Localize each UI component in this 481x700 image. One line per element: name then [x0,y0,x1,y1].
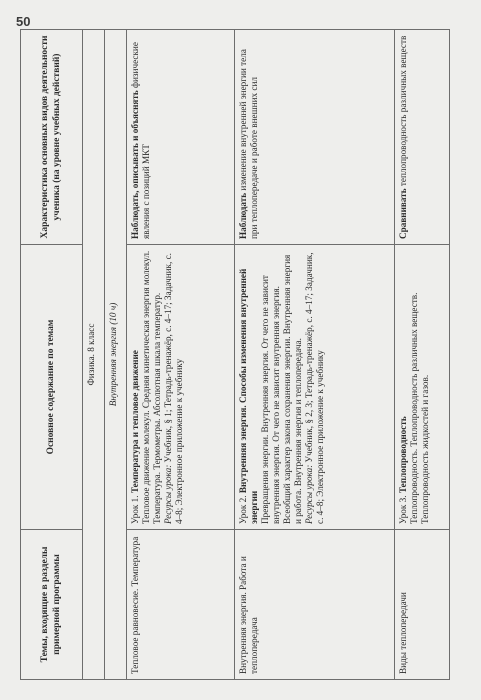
lesson-content: Превращения энергии. Внутренняя энергия. От чего не зависит внутренняя энергия. От чего не зависит внутренняя энергия. Всеобщий характер закона сохранения энергии. Внутренняя энергия и работа. Внутренняя энергия и теплопередача. [260,254,303,524]
activity-text: теплопроводность различных веществ [398,35,408,187]
subsection-row [105,30,127,680]
topic-cell: Виды теплопередачи [395,530,450,680]
activity-verb: Наблюдать, описывать и объяснять [130,90,140,239]
table-row [395,30,450,680]
lesson-resources [304,250,326,524]
lesson-heading [238,250,260,524]
header-row [21,30,83,680]
topic-cell: Тепловое равновесие. Температура [127,530,235,680]
header-topics: Темы, входящие в разделы примерной программы [21,530,83,680]
table-row [235,30,395,680]
lesson-content: Теплопроводность. Теплопроводность различных веществ. Теплопроводность жидкостей и газов. [409,292,430,524]
subsection-title: Внутренняя энергия (10 ч) [105,30,127,680]
lesson-title: Теплопроводность [398,416,408,494]
content-cell [127,245,235,530]
lesson-prefix: Урок 3. [398,495,408,524]
lesson-prefix: Урок 1. [130,495,140,524]
content-cell [395,245,450,530]
section-title: Физика. 8 класс [83,30,105,680]
activity-verb: Наблюдать [238,192,248,239]
topic-cell: Внутренняя энергия. Работа и теплопередача [235,530,395,680]
lesson-resources [163,250,185,524]
resources-text: Учебник, § 1; Тетрадь-тренажёр, с. 4–17; Задачник, с. 4–8; Электронное приложение к учебнику [163,253,184,524]
header-activities: Характеристика основных видов деятельности ученика (на уровне учебных действий) [21,30,83,245]
header-content: Основное содержание по темам [21,245,83,530]
lesson-prefix: Урок 2. [238,495,248,524]
resources-text: Учебник, § 2, 3; Тетрадь-тренажёр, с. 4–17; Задачник, с. 4–8; Электронное приложение к учебнику [304,252,325,524]
content-cell [235,245,395,530]
activity-text: изменение внутренней энергии тела при теплопередаче и работе внешних сил [238,49,259,239]
activity-cell [235,30,395,245]
rotated-table-container [20,30,450,680]
activity-cell [127,30,235,245]
lesson-title: Внутренняя энергия. Способы изменения внутренней энергии [238,268,259,524]
lesson-heading [130,250,141,524]
lesson-content: Тепловое движение молекул. Средняя кинетическая энергия молекул. Температура. Термометры. Абсолютная шкала температур. [141,250,162,524]
page-number: 50 [16,14,31,29]
activity-verb: Сравнивать [398,188,408,239]
resources-label: Ресурсы урока: [304,464,314,524]
table-row [127,30,235,680]
activity-text: физические явления с позиций МКТ [130,42,151,239]
activity-cell [395,30,450,245]
section-row [83,30,105,680]
lesson-heading [398,250,409,524]
lesson-title: Температура и тепловое движение [130,350,140,494]
resources-label: Ресурсы урока: [163,464,173,524]
curriculum-table [20,29,450,680]
